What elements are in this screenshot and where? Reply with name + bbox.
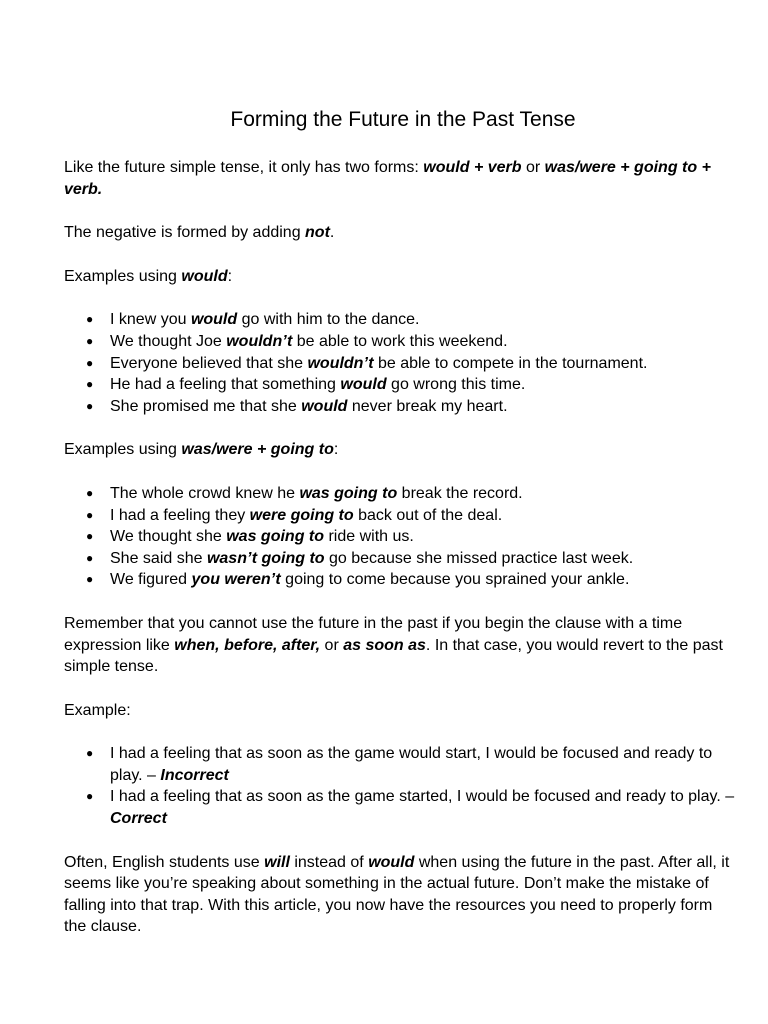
emphasized-text: Incorrect <box>160 766 229 784</box>
example-list <box>64 743 738 829</box>
negative-paragraph <box>64 222 738 244</box>
going-to-examples-list <box>64 483 738 591</box>
emphasized-text: wasn’t going to <box>206 549 325 567</box>
text-run: . <box>329 224 335 242</box>
emphasized-text: were going to <box>249 506 354 524</box>
text-run: break the record. <box>397 484 523 502</box>
emphasized-text: as soon as <box>343 636 426 654</box>
page-title: Forming the Future in the Past Tense <box>230 108 576 131</box>
text-run: when using the future in the past. After all, it seems like you’re speaking about something in the actual future. Don’t make the mistake of falling into that trap. With this article, you now have the resources you need to properly form the clause. <box>64 853 730 936</box>
text-run: instead of <box>289 853 369 871</box>
emphasized-text: was/were + going to + verb. <box>64 159 711 198</box>
going-to-example-item <box>64 569 738 591</box>
text-run: ride with us. <box>324 528 414 546</box>
remember-paragraph <box>64 613 738 678</box>
emphasized-text: Correct <box>110 810 167 828</box>
intro-paragraph <box>64 157 738 200</box>
going-to-example-item <box>64 526 738 548</box>
would-example-item <box>64 309 738 331</box>
emphasized-text: would <box>340 376 387 394</box>
emphasized-text: would <box>190 311 238 329</box>
text-run: never break my heart. <box>347 397 508 415</box>
text-run: She said she <box>110 549 207 567</box>
would-examples-list <box>64 309 738 417</box>
text-run: be able to compete in the tournament. <box>373 354 648 372</box>
text-run: go with him to the dance. <box>237 311 420 329</box>
would-example-item <box>64 374 738 396</box>
text-run: Remember that you cannot use the future in the past if you begin the clause with a time expression like <box>64 614 683 654</box>
emphasized-text: not <box>305 224 330 242</box>
text-run: back out of the deal. <box>353 506 503 524</box>
text-run: I had a feeling that as soon as the game would start, I would be focused and ready to play. – <box>110 745 713 784</box>
text-run: We thought she <box>110 528 227 546</box>
example-item <box>64 743 738 786</box>
would-example-item <box>64 331 738 353</box>
text-run: We figured <box>110 571 192 589</box>
would-examples-heading <box>64 266 738 288</box>
text-run: Examples using <box>64 441 182 459</box>
text-run: I had a feeling they <box>110 506 250 524</box>
text-run: The negative is formed by adding <box>64 224 306 242</box>
would-example-item <box>64 353 738 375</box>
text-run: He had a feeling that something <box>110 376 341 394</box>
emphasized-text: wouldn’t <box>226 332 293 350</box>
text-run: Examples using <box>64 267 182 285</box>
closing-paragraph <box>64 852 738 938</box>
text-run: I had a feeling that as soon as the game started, I would be focused and ready to play. – <box>110 788 735 806</box>
text-run: Like the future simple tense, it only has two forms: <box>64 159 424 176</box>
emphasized-text: would + verb <box>423 159 522 176</box>
would-example-item <box>64 396 738 418</box>
text-run: go wrong this time. <box>386 376 526 394</box>
emphasized-text: when, before, after, <box>174 636 321 654</box>
text-run: be able to work this weekend. <box>292 332 508 350</box>
example-heading <box>64 700 738 722</box>
text-run: She promised me that she <box>110 397 302 415</box>
emphasized-text: wouldn’t <box>307 354 374 372</box>
text-run: We thought Joe <box>110 332 227 350</box>
text-run: The whole crowd knew he <box>110 484 300 502</box>
emphasized-text: would <box>301 397 348 415</box>
emphasized-text: was going to <box>226 528 325 546</box>
going-to-example-item <box>64 548 738 570</box>
text-run: : <box>333 441 339 459</box>
going-to-examples-heading <box>64 439 738 461</box>
text-run: Everyone believed that she <box>110 354 308 372</box>
text-run: or <box>521 159 545 176</box>
text-run: I knew you <box>110 311 191 329</box>
text-run: go because she missed practice last week. <box>324 549 634 567</box>
example-item <box>64 786 738 829</box>
text-run: : <box>227 267 233 285</box>
emphasized-text: was/were + going to <box>181 441 334 459</box>
going-to-example-item <box>64 483 738 505</box>
going-to-example-item <box>64 505 738 527</box>
emphasized-text: will <box>264 853 290 871</box>
emphasized-text: would <box>181 267 228 285</box>
text-run: . In that case, you would revert to the past simple tense. <box>64 636 723 676</box>
text-run: Example: <box>64 701 131 719</box>
emphasized-text: would <box>368 853 415 871</box>
text-run: or <box>320 636 344 654</box>
document-page <box>64 106 738 960</box>
text-run: going to come because you sprained your ankle. <box>280 571 630 589</box>
emphasized-text: was going to <box>299 484 398 502</box>
text-run: Often, English students use <box>64 853 265 871</box>
emphasized-text: you weren’t <box>191 571 281 589</box>
